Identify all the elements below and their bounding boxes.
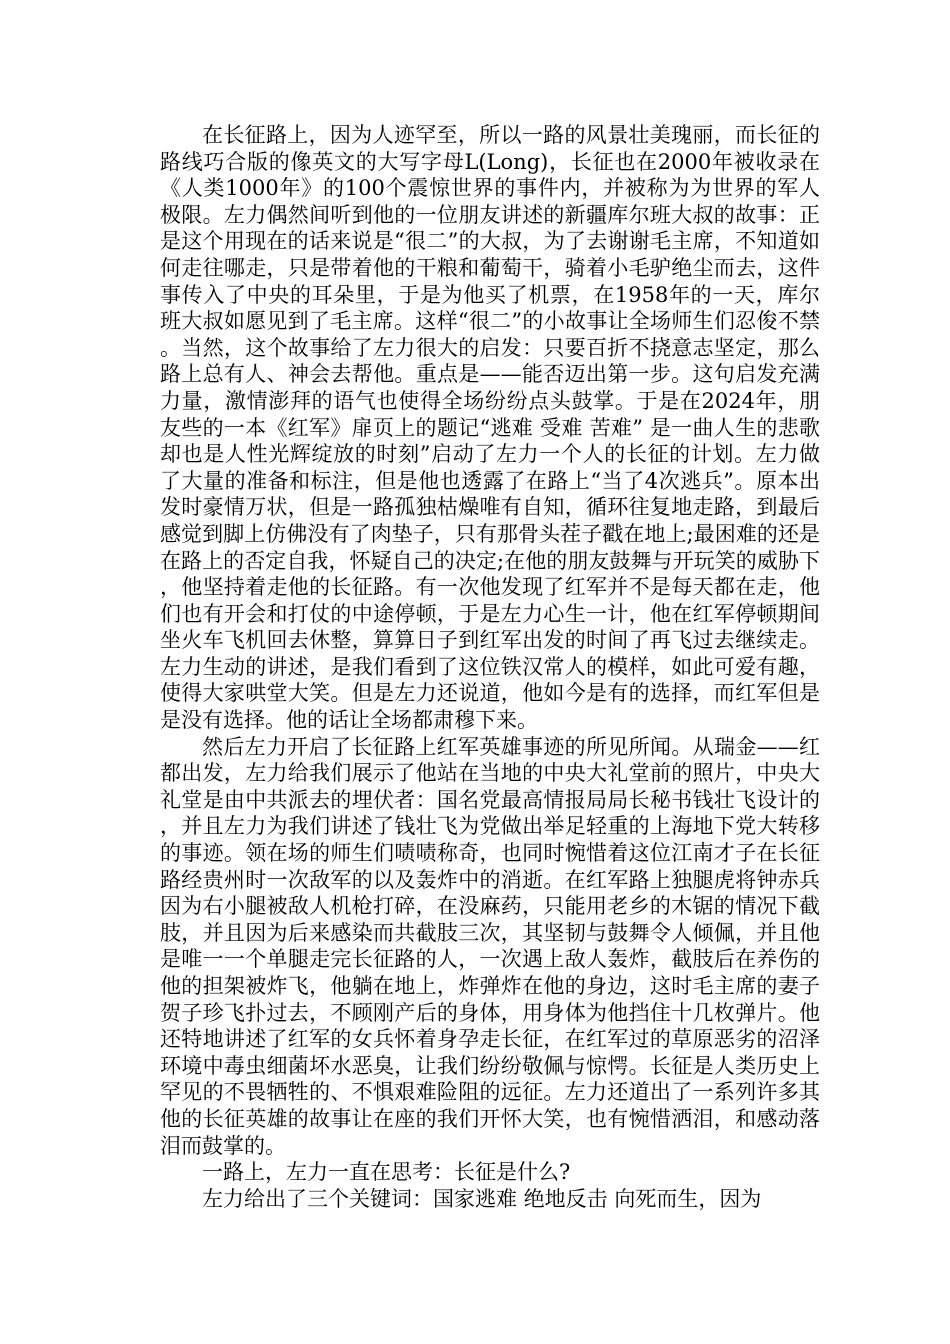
document-page [160,122,820,1212]
paragraph-3: 一路上，左力一直在思考：长征是什么? [202,1160,571,1185]
paragraph-2: 然后左力开启了长征路上红军英雄事迹的所见所闻。从瑞金——红都出发，左力给我们展示了他站在当地的中央大礼堂前的照片，中央大礼堂是由中共派去的埋伏者：国名党最高情报局局长秘书钱壮飞设计的，并且左力为我们讲述了钱壮飞为党做出举足轻重的上海地下党大转移的事迹。领在场的师生们啧啧称奇，也同时惋惜着这位江南才子在长征路经贵州时一次敌军的以及轰炸中的消逝。在红军路上独腿虎将钟赤兵因为右小腿被敌人机枪打碎，在没麻药，只能用老乡的木锯的情况下截肢，并且因为后来感染而共截肢三次，其坚韧与鼓舞令人倾佩，并且他是唯一一个单腿走完长征路的人，一次遇上敌人轰炸，截肢后在养伤的他的担架被炸飞，他躺在地上，炸弹炸在他的身边，这时毛主席的妻子贺子珍飞扑过去，不顾刚产后的身体，用身体为他挡住十几枚弹片。他还特地讲述了红军的女兵怀着身孕走长征，在红军过的草原恶劣的沼泽环境中毒虫细菌坏水恶臭，让我们纷纷敬佩与惊愕。长征是人类历史上罕见的不畏牺牲的、不惧艰难险阻的远征。左力还道出了一系列许多其他的长征英雄的故事让在座的我们开怀大笑，也有惋惜洒泪，和感动落泪而鼓掌的。 [160,734,820,1158]
paragraph-4: 左力给出了三个关键词：国家逃难 绝地反击 向死而生，因为 [202,1186,762,1211]
paragraph-1: 在长征路上，因为人迹罕至，所以一路的风景壮美瑰丽，而长征的路线巧合版的像英文的大写字母L(Long)，长征也在2000年被收录在《人类1000年》的100个震惊世界的事件内，并被称为为世界的军人极限。左力偶然间听到他的一位朋友讲述的新疆库尔班大叔的故事：正是这个用现在的话来说是“很二”的大叔，为了去谢谢毛主席，不知道如何走往哪走，只是带着他的干粮和葡萄干，骑着小毛驴绝尘而去，这件事传入了中央的耳朵里，于是为他买了机票，在1958年的一天，库尔班大叔如愿见到了毛主席。这样“很二”的小故事让全场师生们忍俊不禁。当然，这个故事给了左力很大的启发：只要百折不挠意志坚定，那么路上总有人、神会去帮他。重点是——能否迈出第一步。这句启发充满力量，激情澎拜的语气也使得全场纷纷点头鼓掌。于是在2024年，朋友些的一本《红军》扉页上的题记“逃难 受难 苦难” 是一曲人生的悲歌却也是人性光辉绽放的时刻”启动了左力一个人的长征的计划。左力做了大量的准备和标注，但是他也透露了在路上“当了4次逃兵”。原本出发时豪情万状，但是一路孤独枯燥唯有自知，循环往复地走路，到最后感觉到脚上仿佛没有了肉垫子，只有那骨头茬子戳在地上;最困难的还是在路上的否定自我，怀疑自己的决定;在他的朋友鼓舞与开玩笑的威胁下，他坚持着走他的长征路。有一次他发现了红军并不是每天都在走，他们也有开会和打仗的中途停顿，于是左力心生一计，他在红军停顿期间坐火车飞机回去休整，算算日子到红军出发的时间了再飞过去继续走。左力生动的讲述，是我们看到了这位铁汉常人的模样，如此可爱有趣，使得大家哄堂大笑。但是左力还说道，他如今是有的选择，而红军但是是没有选择。他的话让全场都肃穆下来。 [160,123,820,733]
